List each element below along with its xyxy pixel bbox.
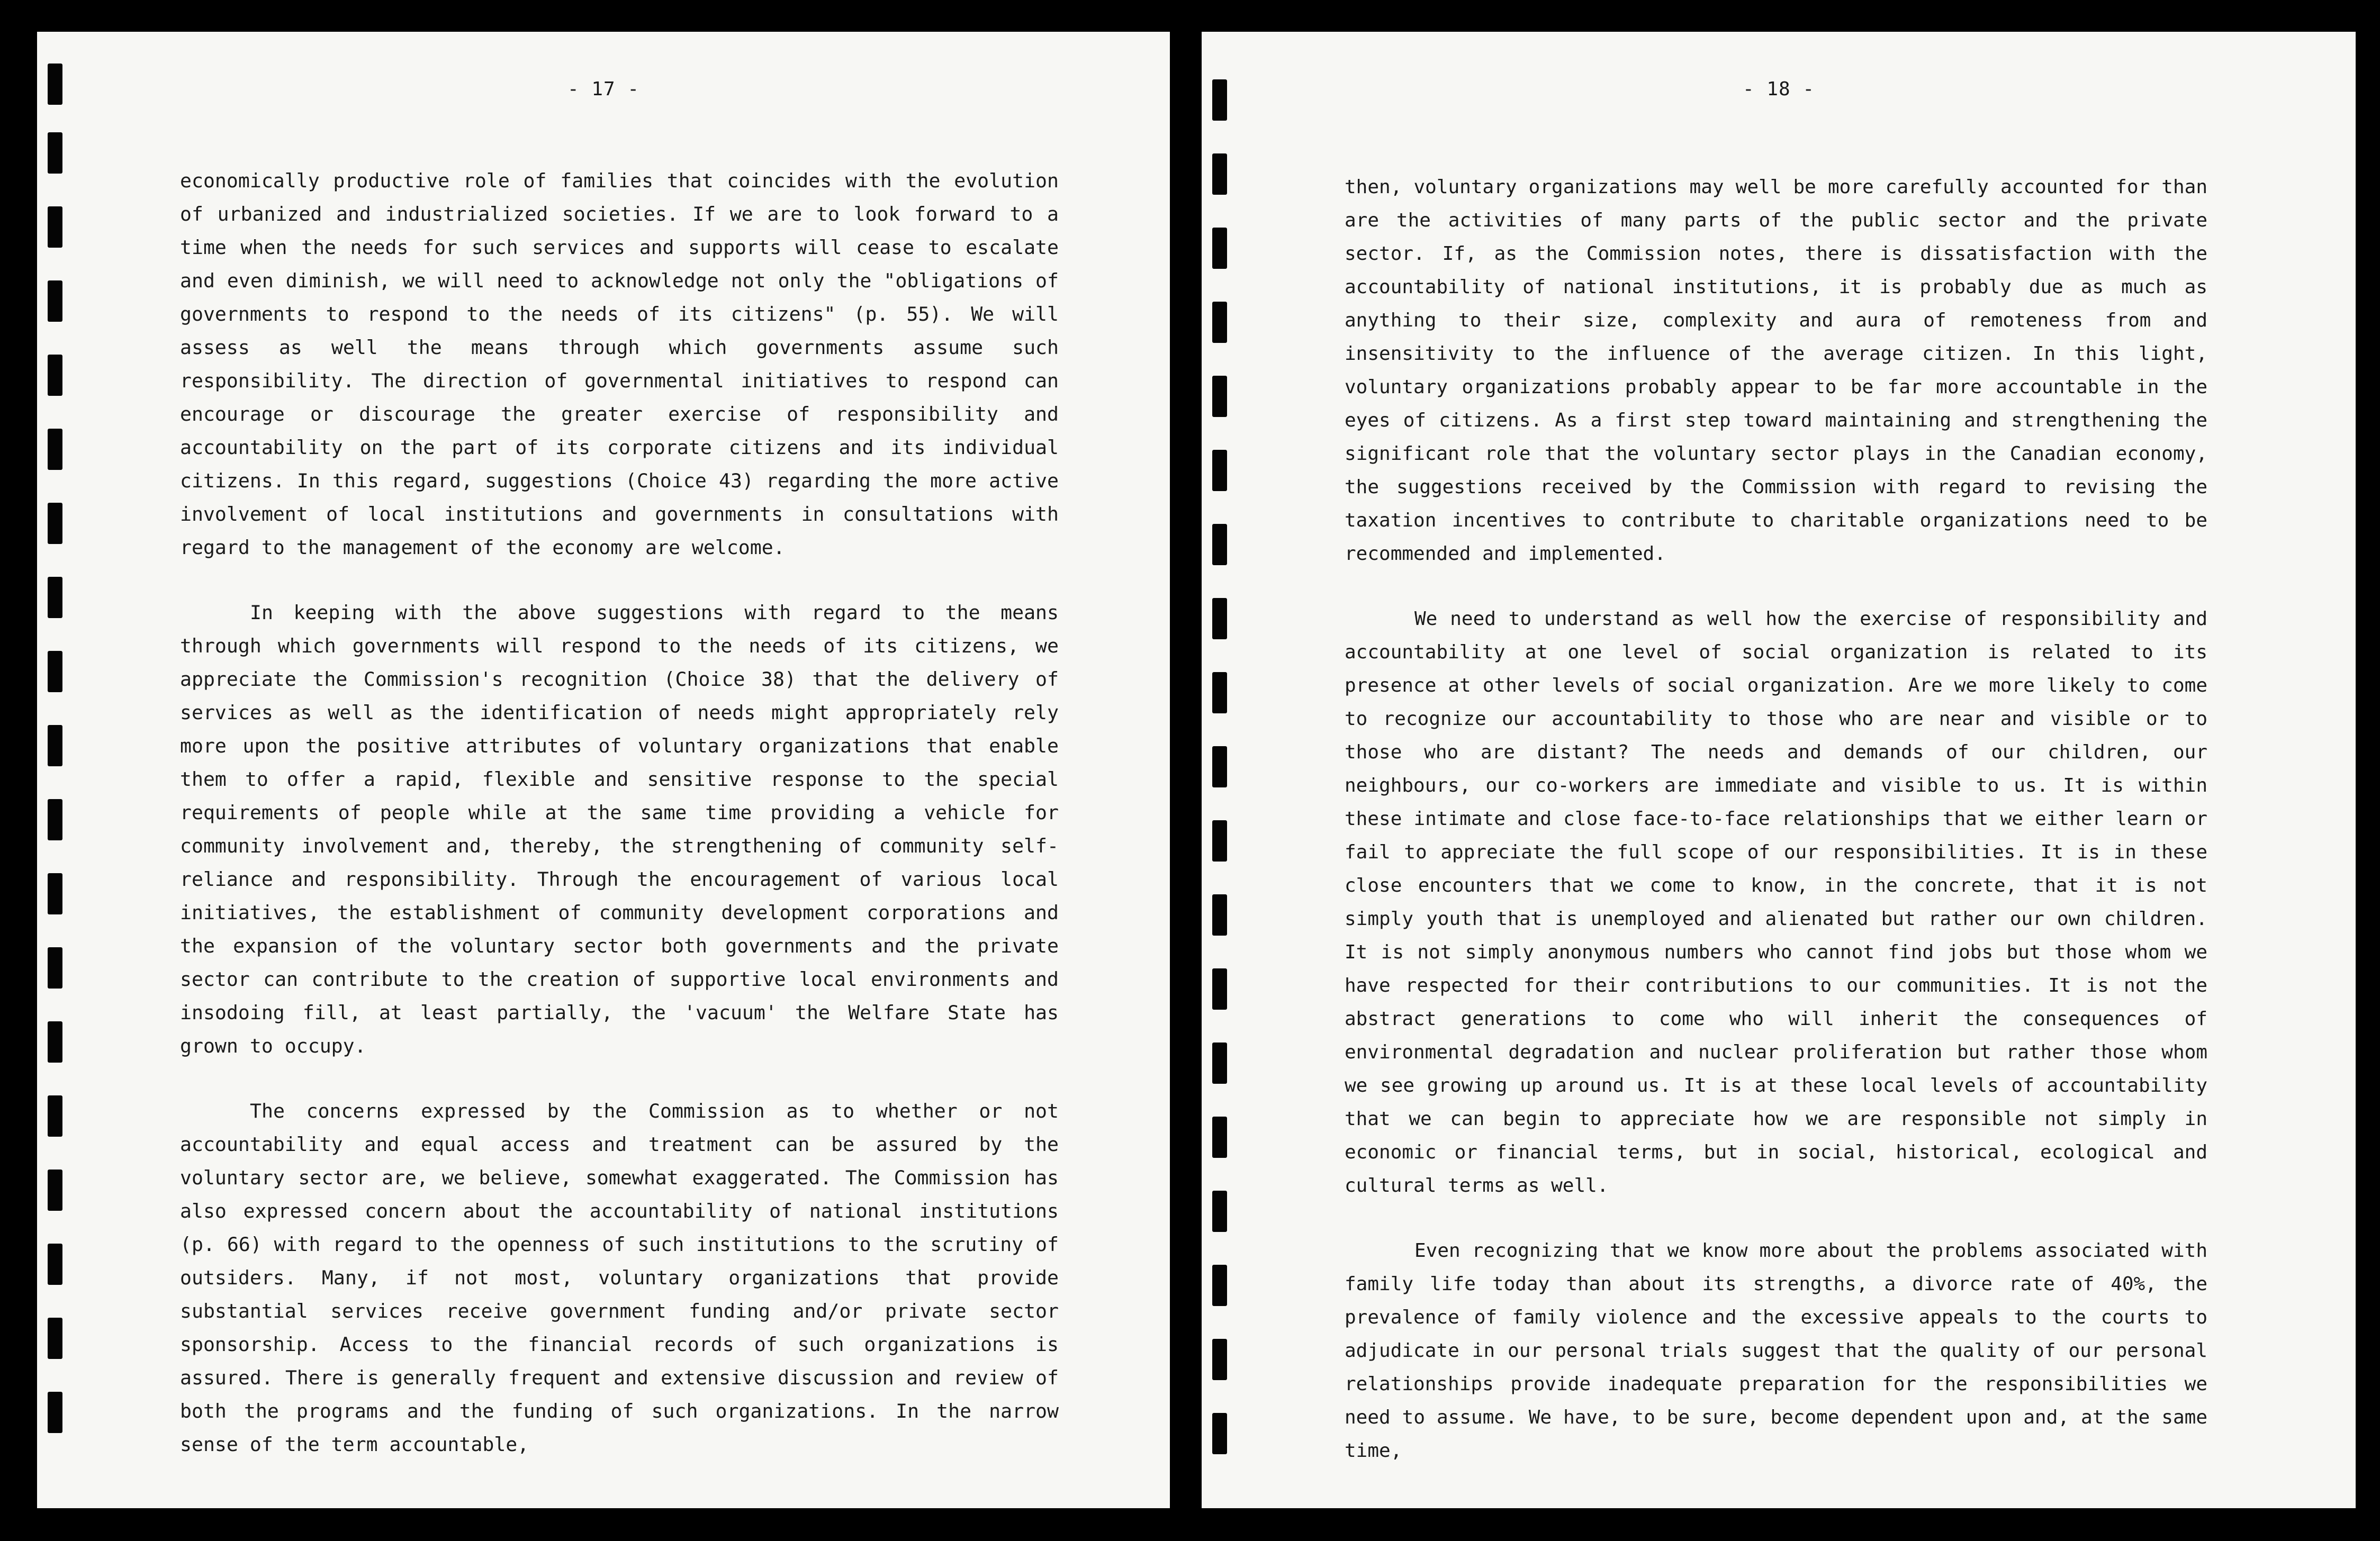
binding-hole [1212, 746, 1227, 787]
paragraph: The concerns expressed by the Commission as to whether or not accountability and equal access and treatment can be assured by the voluntary sector are, we believe, somewhat exaggerated. The Commission has also expressed concern about the accountability of national institutions (p. 66) with regard to the openness of such institutions to the scrutiny of outsiders. Many, if not most, voluntary organizations that provide substantial services receive government funding and/or private sector sponsorship. Access to the financial records of such organizations is assured. There is generally frequent and extensive discussion and review of both the programs and the funding of such organizations. In the narrow sense of the term accountable, [180, 1100, 1059, 1456]
left-page [37, 32, 1170, 1508]
page-number: - 18 - [1742, 78, 1815, 100]
binding-hole [48, 206, 62, 248]
right-page [1202, 32, 2356, 1508]
binding-hole [48, 873, 62, 914]
binding-hole [48, 429, 62, 470]
binding-hole [1212, 302, 1227, 343]
binding-hole [1212, 598, 1227, 639]
paragraph: economically productive role of families that coincides with the evolution of urbanized and industrialized societies. If we are to look forward to a time when the needs for such services and supports will cease to escalate and even diminish, we will need to acknowledge not only the "obligations of governments to respond to the needs of its citizens" (p. 55). We will assess as well the means through which governments assume such responsibility. The direction of governmental initiatives to respond can encourage or discourage the greater exercise of responsibility and accountability on the part of its corporate citizens and its individual citizens. In this regard, suggestions (Choice 43) regarding the more active involvement of local institutions and governments in consultations with regard to the management of the economy are welcome. [180, 169, 1059, 559]
binding-hole [1212, 672, 1227, 713]
binding-hole [48, 280, 62, 322]
binding-hole [48, 132, 62, 174]
paragraph: then, voluntary organizations may well be more carefully accounted for than are the activities of many parts of the public sector and the private sector. If, as the Commission notes, there is dissatisfaction with the accountability of national institutions, it is probably due as much as anything to their size, complexity and aura of remoteness from and insensitivity to the influence of the average citizen. In this light, voluntary organizations probably appear to be far more accountable in the eyes of citizens. As a first step toward maintaining and strengthening the significant role that the voluntary sector plays in the Canadian economy, the suggestions received by the Commission with regard to revising the taxation incentives to contribute to charitable organizations need to be recommended and implemented. [1345, 176, 2207, 565]
binding-hole [48, 1244, 62, 1285]
binding-hole [1212, 894, 1227, 936]
binding-hole [48, 1318, 62, 1359]
binding-hole [1212, 1117, 1227, 1158]
binding-hole [1212, 1043, 1227, 1084]
page-number: - 17 - [567, 78, 640, 100]
binding-hole [1212, 450, 1227, 491]
binding-holes [1202, 32, 1233, 1508]
binding-hole [1212, 524, 1227, 565]
binding-hole [48, 577, 62, 618]
binding-hole [1212, 1413, 1227, 1454]
page-body [180, 164, 1059, 1461]
binding-hole [48, 355, 62, 396]
page-body [1345, 170, 2207, 1467]
binding-hole [48, 947, 62, 989]
binding-hole [48, 799, 62, 840]
binding-hole [1212, 820, 1227, 862]
binding-hole [48, 503, 62, 544]
paragraph: We need to understand as well how the exercise of responsibility and accountability at one level of social organization is related to its presence at other levels of social organization. Are we more likely to come to recognize our accountability to those who are near and visible or to those who are distant? The needs and demands of our children, our neighbours, our co-workers are immediate and visible to us. It is within these intimate and close face-to-face relationships that we either learn or fail to appreciate the full scope of our responsibilities. It is in these close encounters that we come to know, in the concrete, that it is not simply youth that is unemployed and alienated but rather our own children. It is not simply anonymous numbers who cannot find jobs but those whom we have respected for their contributions to our communities. It is not the abstract generations to come who will inherit the consequences of environmental degradation and nuclear proliferation but rather those whom we see growing up around us. It is at these local levels of accountability that we can begin to appreciate how we are responsible not simply in economic or financial terms, but in social, historical, ecological and cultural terms as well. [1345, 608, 2207, 1196]
binding-hole [48, 1095, 62, 1137]
binding-hole [1212, 228, 1227, 269]
binding-hole [48, 1170, 62, 1211]
binding-hole [48, 725, 62, 766]
binding-hole [1212, 968, 1227, 1010]
binding-hole [1212, 1339, 1227, 1380]
binding-hole [1212, 376, 1227, 417]
binding-hole [1212, 1191, 1227, 1232]
binding-hole [48, 1021, 62, 1063]
binding-hole [48, 1392, 62, 1433]
binding-hole [1212, 153, 1227, 195]
binding-holes [37, 32, 69, 1508]
binding-hole [48, 651, 62, 692]
paragraph: Even recognizing that we know more about the problems associated with family life today than about its strengths, a divorce rate of 40%, the prevalence of family violence and the excessive appeals to the courts to adjudicate in our personal trials suggest that the quality of our personal relationships provide inadequate preparation for the responsibilities we need to assume. We have, to be sure, become dependent upon and, at the same time, [1345, 1240, 2207, 1462]
paragraph: In keeping with the above suggestions with regard to the means through which governments will respond to the needs of its citizens, we appreciate the Commission's recognition (Choice 38) that the delivery of services as well as the identification of needs might appropriately rely more upon the positive attributes of voluntary organizations that enable them to offer a rapid, flexible and sensitive response to the special requirements of people while at the same time providing a vehicle for community involvement and, thereby, the strengthening of community self-reliance and responsibility. Through the encouragement of various local initiatives, the establishment of community development corporations and the expansion of the voluntary sector both governments and the private sector can contribute to the creation of supportive local environments and insodoing fill, at least partially, the 'vacuum' the Welfare State has grown to occupy. [180, 601, 1059, 1057]
binding-hole [1212, 1265, 1227, 1306]
